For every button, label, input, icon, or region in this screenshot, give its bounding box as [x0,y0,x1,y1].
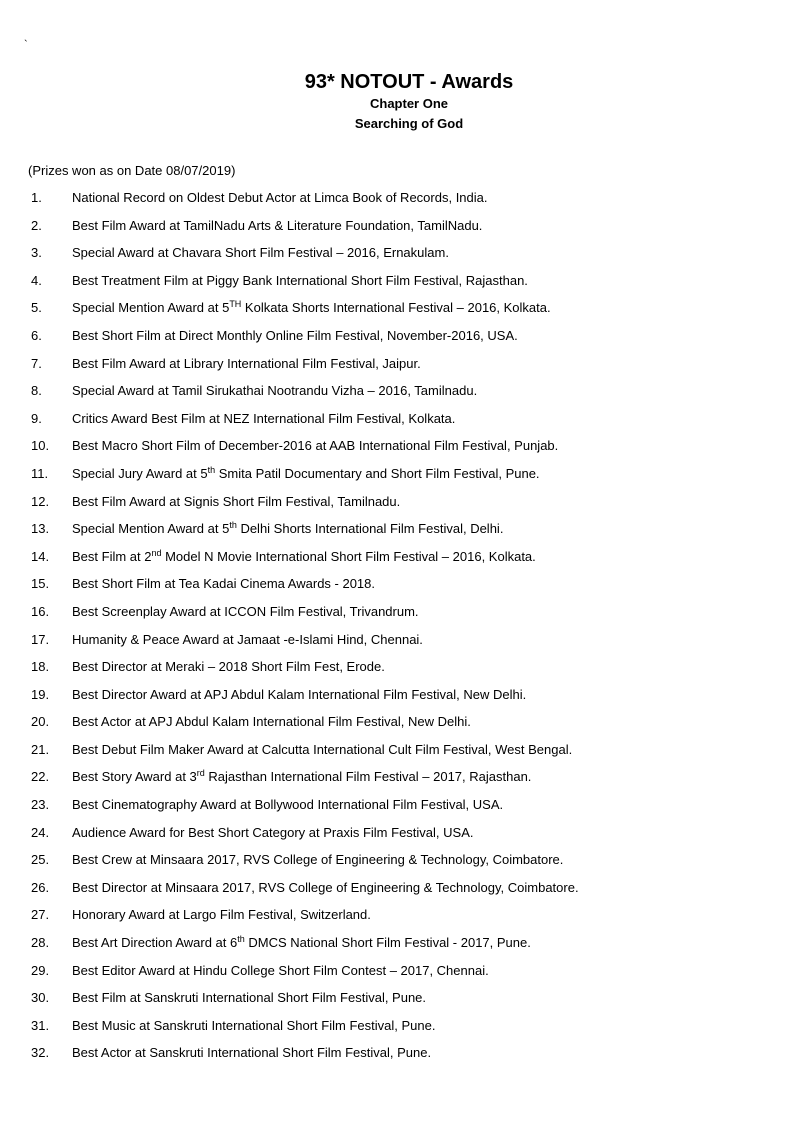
award-text: Best Short Film at Direct Monthly Online Film Festival, November-2016, USA. [72,327,518,343]
award-text [72,520,503,538]
award-item [0,1044,793,1072]
award-number: 30. [31,990,50,1006]
award-number: 15. [31,576,50,592]
award-item [0,989,793,1017]
award-text [72,299,551,317]
award-text-part: Special Mention Award at 5 [72,300,230,316]
award-text [72,548,536,566]
award-item [0,382,793,410]
award-item [0,493,793,521]
award-number: 9. [31,410,42,426]
award-number: 18. [31,659,50,675]
award-item [0,686,793,714]
award-number: 16. [31,603,50,619]
document-title: 93* NOTOUT - Awards [304,71,514,93]
chapter-label: Chapter One [369,96,448,111]
award-text-part: Smita Patil Documentary and Short Film Festival, Pune. [215,465,540,481]
award-text-part: Best Art Direction Award at 6 [72,935,238,951]
ordinal-suffix: rd [196,768,205,779]
award-number: 4. [31,272,42,288]
award-item [0,1017,793,1045]
award-text: Humanity & Peace Award at Jamaat -e-Islami Hind, Chennai. [72,631,423,647]
awards-list [0,189,793,1072]
award-text: Best Director at Meraki – 2018 Short Film Fest, Erode. [72,659,385,675]
award-item [0,327,793,355]
award-number: 31. [31,1017,50,1033]
award-item [0,244,793,272]
award-item [0,272,793,300]
award-number: 27. [31,907,50,923]
document-header [0,70,793,134]
award-text: Special Award at Chavara Short Film Festival – 2016, Ernakulam. [72,245,449,261]
ordinal-suffix: nd [151,547,162,558]
award-text: Critics Award Best Film at NEZ International Film Festival, Kolkata. [72,410,456,426]
award-number: 6. [31,327,42,343]
award-item [0,631,793,659]
award-text-part: Rajasthan International Film Festival – 2017, Rajasthan. [204,769,532,785]
award-item [0,217,793,245]
award-text: Best Film Award at Library International Film Festival, Jaipur. [72,355,421,371]
award-item [0,658,793,686]
award-number: 1. [31,190,42,205]
award-item [0,741,793,769]
award-text: Best Short Film at Tea Kadai Cinema Awards - 2018. [72,576,376,592]
award-number: 25. [31,852,50,868]
award-text: Best Film at Sanskruti International Short Film Festival, Pune. [72,990,427,1006]
award-text-part: Best Story Award at 3 [72,769,197,785]
award-number: 13. [31,521,50,537]
award-text-part: Special Mention Award at 5 [72,521,230,537]
award-number: 22. [31,769,50,785]
award-item [0,934,793,962]
award-text [72,465,540,483]
award-item [0,796,793,824]
award-text [72,934,531,952]
award-text: Best Cinematography Award at Bollywood International Film Festival, USA. [72,797,504,813]
award-number: 14. [31,548,50,564]
award-text-part: Model N Movie International Short Film Festival – 2016, Kolkata. [161,548,536,564]
award-item [0,520,793,548]
award-text: Best Debut Film Maker Award at Calcutta International Cult Film Festival, West Bengal. [72,741,573,757]
award-number: 7. [31,355,42,371]
ordinal-suffix: th [229,520,237,531]
award-text-part: Special Jury Award at 5 [72,465,208,481]
award-number: 21. [31,741,50,757]
award-text: Best Macro Short Film of December-2016 at AAB International Film Festival, Punjab. [72,438,559,454]
award-number: 29. [31,962,50,978]
prizes-date-note: (Prizes won as on Date 08/07/2019) [28,163,236,178]
award-text: Best Actor at APJ Abdul Kalam International Film Festival, New Delhi. [72,714,471,730]
award-number: 20. [31,714,50,730]
award-item [0,851,793,879]
award-number: 3. [31,245,42,261]
award-text: Best Director at Minsaara 2017, RVS College of Engineering & Technology, Coimbatore. [72,879,579,895]
award-item [0,713,793,741]
film-subtitle: Searching of God [354,116,464,131]
award-text: Best Crew at Minsaara 2017, RVS College of Engineering & Technology, Coimbatore. [72,852,564,868]
award-text: Best Director Award at APJ Abdul Kalam International Film Festival, New Delhi. [72,686,527,702]
ordinal-suffix: th [207,464,216,475]
award-item [0,299,793,327]
award-item [0,355,793,383]
award-text: Best Film Award at TamilNadu Arts & Literature Foundation, TamilNadu. [72,217,483,233]
ordinal-suffix: TH [229,299,242,310]
award-item [0,603,793,631]
award-item [0,465,793,493]
award-item [0,962,793,990]
award-number: 8. [31,383,42,399]
award-item [0,768,793,796]
award-number: 19. [31,686,50,702]
award-text-part: Best Film at 2 [72,548,152,564]
award-text: Best Actor at Sanskruti International Short Film Festival, Pune. [72,1045,432,1061]
award-number: 11. [31,465,49,481]
award-text: Audience Award for Best Short Category at Praxis Film Festival, USA. [72,824,474,840]
award-number: 10. [31,438,50,454]
ordinal-suffix: th [237,934,245,945]
award-number: 12. [31,493,50,509]
award-text: Best Film Award at Signis Short Film Festival, Tamilnadu. [72,493,401,509]
award-text [72,768,531,786]
stray-mark: ` [24,39,28,51]
award-number: 26. [31,879,50,895]
award-number: 17. [31,631,50,647]
award-number: 5. [31,300,42,316]
award-item [0,575,793,603]
award-number: 2. [31,217,42,233]
award-text: Honorary Award at Largo Film Festival, Switzerland. [72,907,371,923]
award-number: 23. [31,797,50,813]
award-text: Best Music at Sanskruti International Short Film Festival, Pune. [72,1017,436,1033]
award-item [0,906,793,934]
award-number: 32. [31,1045,50,1061]
award-text: Best Treatment Film at Piggy Bank International Short Film Festival, Rajasthan. [72,272,528,288]
award-text-part: Kolkata Shorts International Festival – 2016, Kolkata. [241,300,551,316]
award-item [0,548,793,576]
award-item [0,879,793,907]
award-text: National Record on Oldest Debut Actor at Limca Book of Records, India. [72,190,488,205]
award-text: Special Award at Tamil Sirukathai Nootrandu Vizha – 2016, Tamilnadu. [72,383,478,399]
award-item [0,437,793,465]
award-item [0,410,793,438]
award-number: 28. [31,935,50,951]
award-text-part: Delhi Shorts International Film Festival, Delhi. [236,521,504,537]
award-text: Best Screenplay Award at ICCON Film Festival, Trivandrum. [72,603,419,619]
award-text: Best Editor Award at Hindu College Short Film Contest – 2017, Chennai. [72,962,489,978]
award-text-part: DMCS National Short Film Festival - 2017, Pune. [244,935,531,951]
award-number: 24. [31,824,50,840]
award-item [0,189,793,217]
award-item [0,824,793,852]
